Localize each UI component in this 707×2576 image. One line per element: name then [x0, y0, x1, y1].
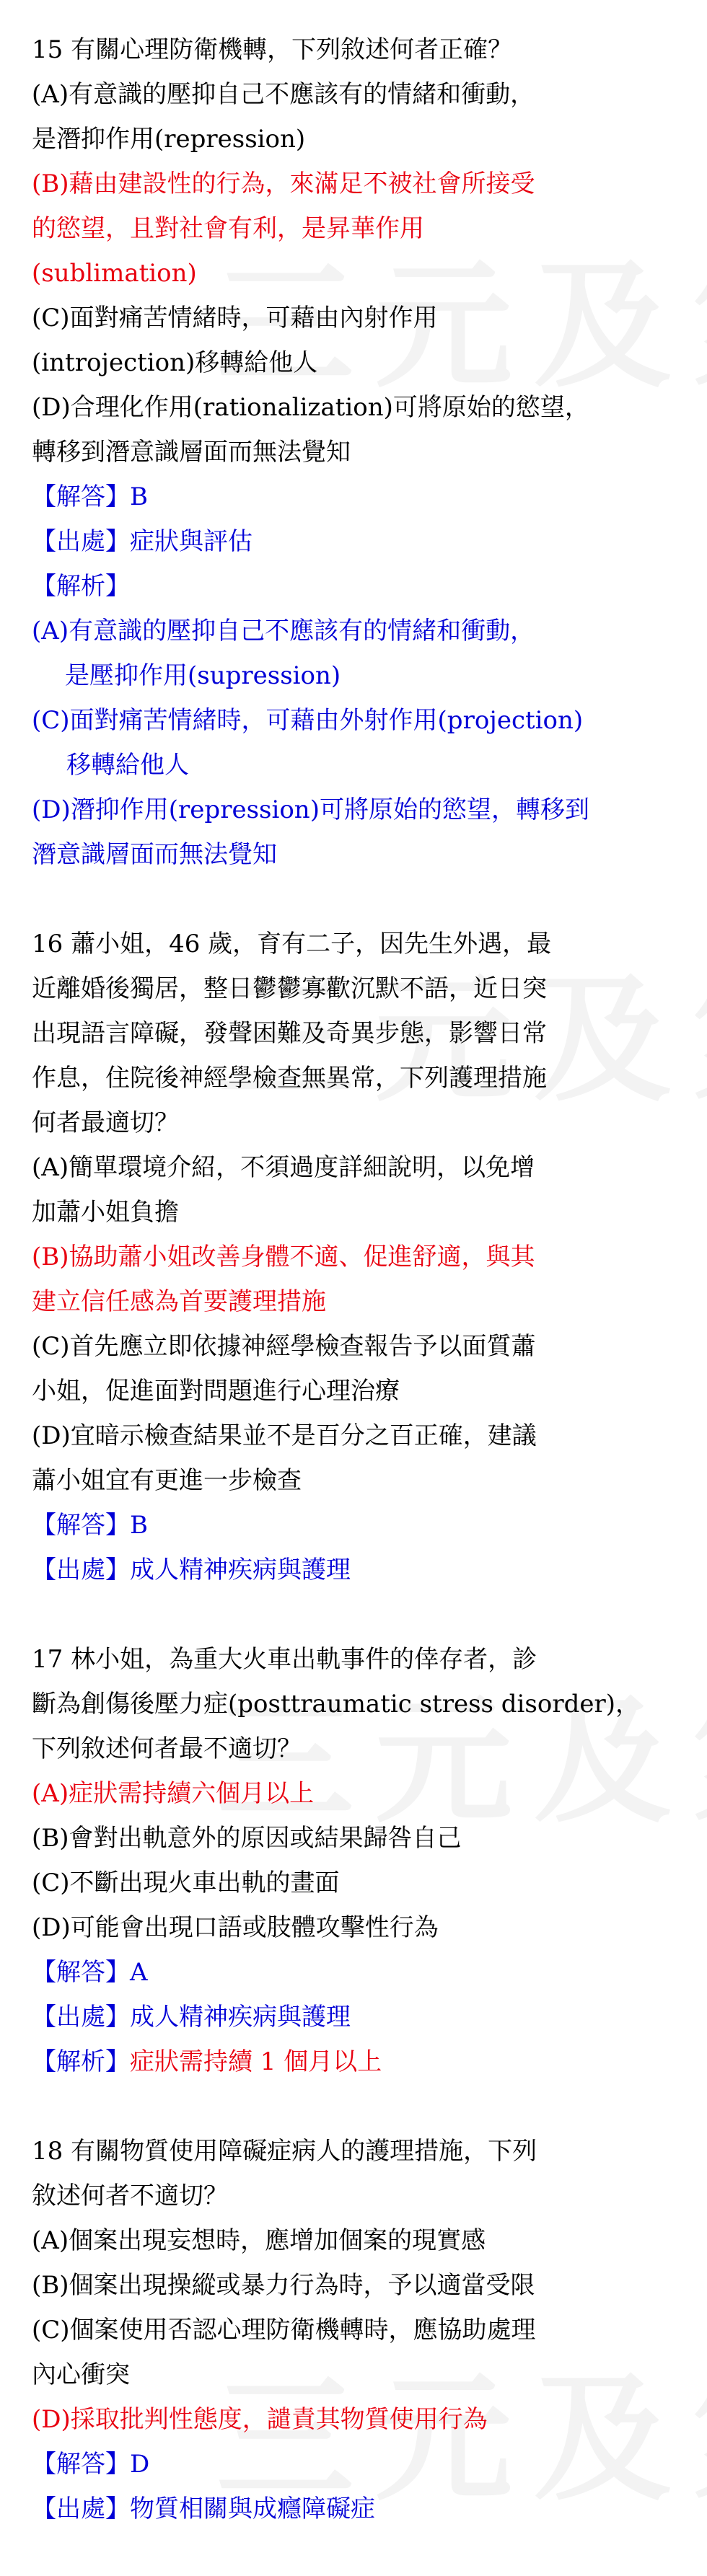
answer-label: 【解答】B	[32, 482, 148, 511]
source-label: 【出處】成人精神疾病與護理	[32, 1556, 351, 1584]
option-c: (C)不斷出現火車出軌的畫面	[32, 1869, 340, 1897]
option-d: (D)宜暗示檢查結果並不是百分之百正確，建議	[32, 1421, 537, 1450]
question-stem: 近離婚後獨居，整日鬱鬱寡歡沉默不語，近日突	[32, 974, 547, 1003]
option-b-correct: (B)協助蕭小姐改善身體不適、促進舒適，與其	[32, 1243, 535, 1271]
question-stem: 何者最適切？	[32, 1108, 179, 1137]
option-a: (A)簡單環境介紹，不須過度詳細說明，以免增	[32, 1153, 535, 1182]
explanation-text: (D)潛抑作用(repression)可將原始的慾望，轉移到	[32, 795, 589, 824]
question-15	[32, 27, 681, 877]
explanation-label: 【解析】	[32, 2047, 130, 2076]
option-c: (C)首先應立即依據神經學檢查報告予以面質蕭	[32, 1332, 536, 1361]
question-17	[32, 1637, 681, 2084]
option-a: 加蕭小姐負擔	[32, 1198, 179, 1227]
option-c: (introjection)移轉給他人	[32, 348, 318, 377]
option-a-correct: (A)症狀需持續六個月以上	[32, 1779, 315, 1808]
source-label: 【出處】症狀與評估	[32, 527, 252, 556]
explanation-label: 【解析】	[32, 572, 130, 601]
question-stem: 17 林小姐，為重大火車出軌事件的倖存者，診	[32, 1645, 537, 1674]
option-b: (B)會對出軌意外的原因或結果歸咎自己	[32, 1824, 462, 1853]
option-b-correct: 的慾望，且對社會有利，是昇華作用	[32, 214, 424, 243]
option-d: (D)可能會出現口語或肢體攻擊性行為	[32, 1913, 439, 1942]
question-stem: 出現語言障礙，發聲困難及奇異步態，影響日常	[32, 1019, 547, 1048]
option-a: (A)有意識的壓抑自己不應該有的情緒和衝動，	[32, 80, 535, 109]
option-b: (B)個案出現操縱或暴力行為時，予以適當受限	[32, 2271, 535, 2300]
question-16	[32, 922, 681, 1592]
question-stem: 16 蕭小姐，46 歲，育有二子，因先生外遇，最	[32, 930, 552, 958]
option-b-correct: (sublimation)	[32, 259, 197, 288]
explanation-row	[32, 2039, 681, 2084]
option-a: (A)個案出現妄想時，應增加個案的現實感	[32, 2226, 486, 2255]
question-document	[32, 27, 681, 2576]
question-stem: 斷為創傷後壓力症(posttraumatic stress disorder)，	[32, 1690, 640, 1719]
explanation-text: 症狀需持續 1 個月以上	[130, 2047, 382, 2076]
source-label: 【出處】成人精神疾病與護理	[32, 2003, 351, 2032]
question-stem: 敘述何者不適切？	[32, 2182, 228, 2210]
option-b-correct: 建立信任感為首要護理措施	[32, 1287, 326, 1316]
answer-label: 【解答】D	[32, 2450, 150, 2479]
option-c: 內心衝突	[32, 2360, 130, 2389]
option-c: 小姐，促進面對問題進行心理治療	[32, 1377, 400, 1406]
option-d: 轉移到潛意識層面而無法覺知	[32, 438, 351, 467]
option-c: (C)個案使用否認心理防衛機轉時，應協助處理	[32, 2316, 536, 2345]
question-18	[32, 2129, 681, 2531]
option-c: (C)面對痛苦情緒時，可藉由內射作用	[32, 304, 438, 332]
explanation-text: 是壓抑作用(supression)	[65, 661, 341, 690]
option-d: 蕭小姐宜有更進一步檢查	[32, 1466, 302, 1495]
answer-label: 【解答】A	[32, 1958, 148, 1987]
question-stem: 下列敘述何者最不適切？	[32, 1734, 302, 1763]
question-stem: 作息，住院後神經學檢查無異常，下列護理措施	[32, 1064, 547, 1093]
explanation-text: 潛意識層面而無法覺知	[32, 840, 277, 869]
option-a: 是潛抑作用(repression)	[32, 125, 306, 154]
source-label: 【出處】物質相關與成癮障礙症	[32, 2495, 375, 2523]
answer-label: 【解答】B	[32, 1511, 148, 1540]
explanation-text: 移轉給他人	[66, 751, 189, 780]
explanation-text: (C)面對痛苦情緒時，可藉由外射作用(projection)	[32, 706, 584, 735]
option-b-correct: (B)藉由建設性的行為，來滿足不被社會所接受	[32, 169, 535, 198]
question-stem: 15 有關心理防衛機轉，下列敘述何者正確？	[32, 35, 513, 64]
option-d: (D)合理化作用(rationalization)可將原始的慾望，	[32, 393, 589, 422]
explanation-text: (A)有意識的壓抑自己不應該有的情緒和衝動，	[32, 617, 535, 645]
option-d-correct: (D)採取批判性態度，譴責其物質使用行為	[32, 2405, 488, 2434]
question-stem: 18 有關物質使用障礙症病人的護理措施，下列	[32, 2137, 537, 2166]
